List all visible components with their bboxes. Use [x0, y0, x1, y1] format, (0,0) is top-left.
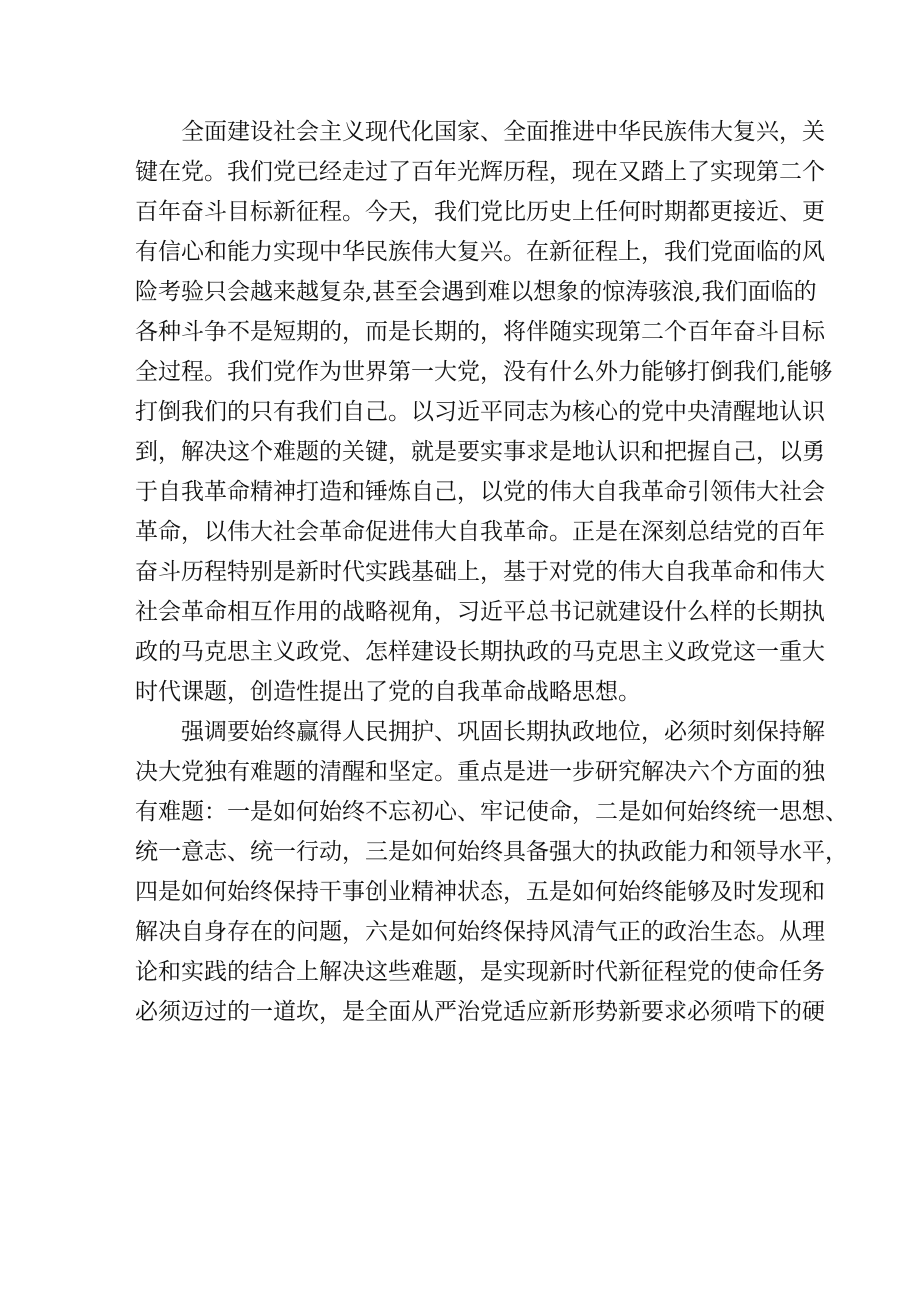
paragraph-line: 奋斗历程特别是新时代实践基础上，基于对党的伟大自我革命和伟大: [135, 559, 825, 585]
paragraph-line: 强调要始终赢得人民拥护、巩固长期执政地位，必须时刻保持解: [181, 719, 825, 745]
paragraph-2: [135, 712, 848, 1032]
paragraph-line: 社会革命相互作用的战略视角，习近平总书记就建设什么样的长期执: [135, 599, 825, 625]
paragraph-line: 政的马克思主义政党、怎样建设长期执政的马克思主义政党这一重大: [135, 639, 825, 665]
paragraph-line: 时代课题，创造性提出了党的自我革命战略思想。: [135, 679, 641, 705]
paragraph-line: 有难题：一是如何始终不忘初心、牢记使命，二是如何始终统一思想、: [135, 799, 848, 825]
paragraph-line: 有信心和能力实现中华民族伟大复兴。在新征程上，我们党面临的风: [135, 239, 825, 265]
paragraph-line: 于自我革命精神打造和锤炼自己，以党的伟大自我革命引领伟大社会: [135, 479, 825, 505]
paragraph-1: [135, 112, 833, 712]
document-body: [135, 112, 848, 1032]
paragraph-line: 统一意志、统一行动，三是如何始终具备强大的执政能力和领导水平，: [135, 839, 848, 865]
paragraph-line: 百年奋斗目标新征程。今天，我们党比历史上任何时期都更接近、更: [135, 199, 825, 225]
paragraph-line: 全面建设社会主义现代化国家、全面推进中华民族伟大复兴，关: [181, 119, 825, 145]
paragraph-line: 决大党独有难题的清醒和坚定。重点是进一步研究解决六个方面的独: [135, 759, 825, 785]
paragraph-line: 必须迈过的一道坎，是全面从严治党适应新形势新要求必须啃下的硬: [135, 999, 825, 1025]
paragraph-line: 革命，以伟大社会革命促进伟大自我革命。正是在深刻总结党的百年: [135, 519, 825, 545]
paragraph-line: 键在党。我们党已经走过了百年光辉历程，现在又踏上了实现第二个: [135, 159, 825, 185]
paragraph-line: 各种斗争不是短期的，而是长期的，将伴随实现第二个百年奋斗目标: [135, 319, 825, 345]
paragraph-line: 论和实践的结合上解决这些难题，是实现新时代新征程党的使命任务: [135, 959, 825, 985]
paragraph-line: 四是如何始终保持干事创业精神状态，五是如何始终能够及时发现和: [135, 879, 825, 905]
paragraph-line: 打倒我们的只有我们自己。以习近平同志为核心的党中央清醒地认识: [135, 399, 825, 425]
paragraph-line: 解决自身存在的问题，六是如何始终保持风清气正的政治生态。从理: [135, 919, 825, 945]
paragraph-line: 到，解决这个难题的关键，就是要实事求是地认识和把握自己，以勇: [135, 439, 825, 465]
paragraph-line: 险考验只会越来越复杂,甚至会遇到难以想象的惊涛骇浪,我们面临的: [135, 279, 817, 305]
paragraph-line: 全过程。我们党作为世界第一大党，没有什么外力能够打倒我们,能够: [135, 359, 833, 385]
